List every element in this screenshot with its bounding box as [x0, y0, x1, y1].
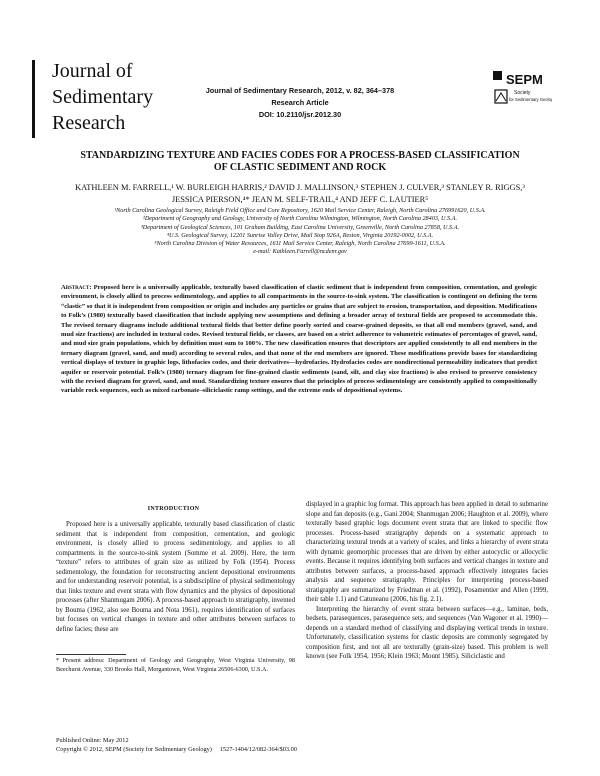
- sepm-tagline1: Society: [514, 90, 531, 96]
- copyright: Copyright © 2012, SEPM (Society for Sedimentary Geology) 1527-1404/12/082-364/$03.00: [56, 745, 297, 753]
- body-paragraph: Proposed here is a universally applicable, texturally based classification of clastic sediment that is independent from composition, cementation, and geologic environment, is closely allied to process sedimentology, and applies to all compartments in the source-to-sink system (Somme et al. 2009). Here, the term “texture” refers to attributes of grain size as utilized by Folk (1954). Process sedimentology, the foundation for reconstructing ancient depositional environments and for understanding reservoir potential, is a subdiscipline of physical sedimentology that links texture and event strata with flow dynamics and the physics of depositional processes (after Shanmugam 2006). A process-based approach to stratigraphy, invented by Bouma (1962, also see Bouma and Nota 1961), requires identification of surfaces but focuses on vertical changes in texture and other attributes between surfaces to define facies; these are: [56, 521, 295, 633]
- journal-title-line1: Journal of: [52, 60, 133, 82]
- abstract-text: Proposed here is a universally applicable, texturally based classification of clastic sediment that is independent from composition, cementation, and geologic environment, is closely allied to process sedimentology, and applies to all compartments in the source-to-sink system. The classification is contingent on defining the term “clastic” so that it is independent from composition or origin and includes any particles or grains that are subject to erosion, transportation, and deposition. Modifications to Folk’s (1980) texturally based classification that include applying new assumptions and defining a broader array of textural fields are proposed to accommodate this. The revised ternary diagrams include additional textural fields that better define poorly sorted and coarse-grained deposits, so that all end members (gravel, sand, and mud size fractions) are included in textural codes. Revised textural fields, or classes, are based on a strict adherence to volumetric estimates of percentages of gravel, sand, and mud size grain populations, which by definition must sum to 100%. The new classification ensures that descriptors are applied consistently to all end members in the ternary diagram (gravel, sand, and mud) according to several rules, and that none of the end members are ignored. These modifications provide bases for standardizing vertical displays of texture in graphic logs, lithofacies codes, and their derivatives—hydrofacies. Hydrofacies codes are nondirectional permeability indicators that predict aquifer or reservoir potential. Folk’s (1980) ternary diagram for fine-grained clastic sediments (sand, silt, and clay size fractions) is also revised to preserve consistency with the revised diagram for gravel, sand, and mud. Standardizing texture ensures that the principles of process sedimentology are consistently applied to compositionally variable rock sequences, such as mixed carbonate–siliciclastic ramp settings, and the extreme ends of depositional systems.: [61, 284, 538, 395]
- affiliation-3: ³Department of Geological Sciences, 101 Graham Building, East Carolina University, Greenville, North Carolina 27858, U.S.A.: [140, 223, 460, 231]
- affiliation-5: ⁵North Carolina Division of Water Resources, 1611 Mail Service Center, Raleigh, North Carolina 27699-1611, U.S.A.: [154, 240, 446, 248]
- sepm-tagline2: for Sedimentary Geology: [509, 97, 552, 102]
- body-left-column: [56, 520, 295, 634]
- doi: DOI: 10.2110/jsr.2012.30: [258, 110, 342, 119]
- section-heading-introduction: INTRODUCTION: [147, 506, 200, 512]
- citation-journal: Journal of Sedimentary Research, 2012, v. 82, 364–378: [205, 86, 395, 95]
- journal-brand: [32, 58, 182, 136]
- article-type: Research Article: [271, 98, 329, 107]
- article-title: [40, 150, 560, 174]
- affiliation-2: ²Department of Geography and Geology, University of North Carolina Wilmington, Wilmington, North Carolina 28403, U.S.A.: [142, 215, 458, 223]
- sepm-logo-icon: [492, 66, 552, 110]
- abstract: [61, 283, 537, 396]
- journal-title-line2: Sedimentary: [52, 86, 154, 108]
- sepm-logo: [492, 66, 552, 110]
- publication-info: [56, 737, 456, 754]
- authors-line1: KATHLEEN M. FARRELL,¹ W. BURLEIGH HARRIS,² DAVID J. MALLINSON,³ STEPHEN J. CULVER,³ STANLEY R. RIGGS,³: [75, 183, 525, 192]
- affiliations: [40, 207, 560, 257]
- affiliation-1: ¹North Carolina Geological Survey, Raleigh Field Office and Core Repository, 1620 Mail Service Center, Raleigh, North Carolina 276991620, U.S.A.: [114, 207, 486, 214]
- contact-email: e-mail: Kathleen.Farrell@ncdenr.gov: [253, 248, 347, 256]
- title-line2: OF CLASTIC SEDIMENT AND ROCK: [213, 162, 387, 173]
- author-list: [40, 182, 560, 205]
- authors-line2: JESSICA PIERSON,⁴* JEAN M. SELF-TRAIL,⁴ AND JEFF C. LAUTIER⁵: [171, 194, 429, 204]
- journal-title-line3: Research: [52, 112, 126, 134]
- title-line1: STANDARDIZING TEXTURE AND FACIES CODES FOR A PROCESS-BASED CLASSIFICATION: [80, 150, 520, 161]
- body-paragraph: Interpreting the hierarchy of event strata between surfaces—e.g., laminae, beds, bedsets, parasequences, parasequence sets, and sequences (Van Wagoner et al. 1990)—depends on a standard method of classifying and displaying vertical trends in texture. Unfortunately, classification systems for clastic deposits are commonly segregated by composition first, and not all are texturally (grain-size) based. This problem is well known (see Folk 1954, 1956; Klein 1963; Mount 1985). Siliciclastic and: [306, 605, 548, 660]
- footnote: * Present address: Department of Geology and Geography, West Virginia University, 98 Beechurst Avenue, 330 Brooks Hall, Morgantown, West Virginia 26506-6300, U.S.A.: [56, 657, 295, 673]
- published-online: Published Online: May 2012: [56, 737, 129, 744]
- citation-block: [190, 85, 410, 121]
- sepm-name: SEPM: [506, 72, 543, 87]
- footnote-rule: [56, 654, 126, 655]
- journal-bar-divider: [32, 60, 35, 138]
- body-right-column: [306, 500, 548, 662]
- body-paragraph: displayed in a graphic log format. This approach has been applied in detail to submarine slope and fan deposits (e.g., Gani 2004; Shanmugan 2006; Haughton et al. 2009), where texturally based graphic logs document event strata that are linked to specific flow processes. Process-based stratigraphy depends on a systematic approach to characterizing textural trends at a variety of scales, and links a hierarchy of event strata with dynamic geomorphic processes that are driven by either autocyclic or allocyclic events. Because it requires identifying both surfaces and vertical changes in texture and attributes between surfaces, a process-based approach effectively integrates facies analysis and sequence stratigraphy. Principles for interpreting process-based stratigraphy are summarized by Friedman et al. (1992), Posamentier and Allen (1999, their table 1.1) and Catuneanu (2006, his fig. 2.1).: [306, 501, 548, 603]
- affiliation-4: ⁴U.S. Geological Survey, 12201 Sunrise Valley Drive, Mail Stop 926A, Reston, Virginia 20192-0002, U.S.A.: [166, 231, 434, 239]
- abstract-label: Abstract:: [61, 284, 92, 291]
